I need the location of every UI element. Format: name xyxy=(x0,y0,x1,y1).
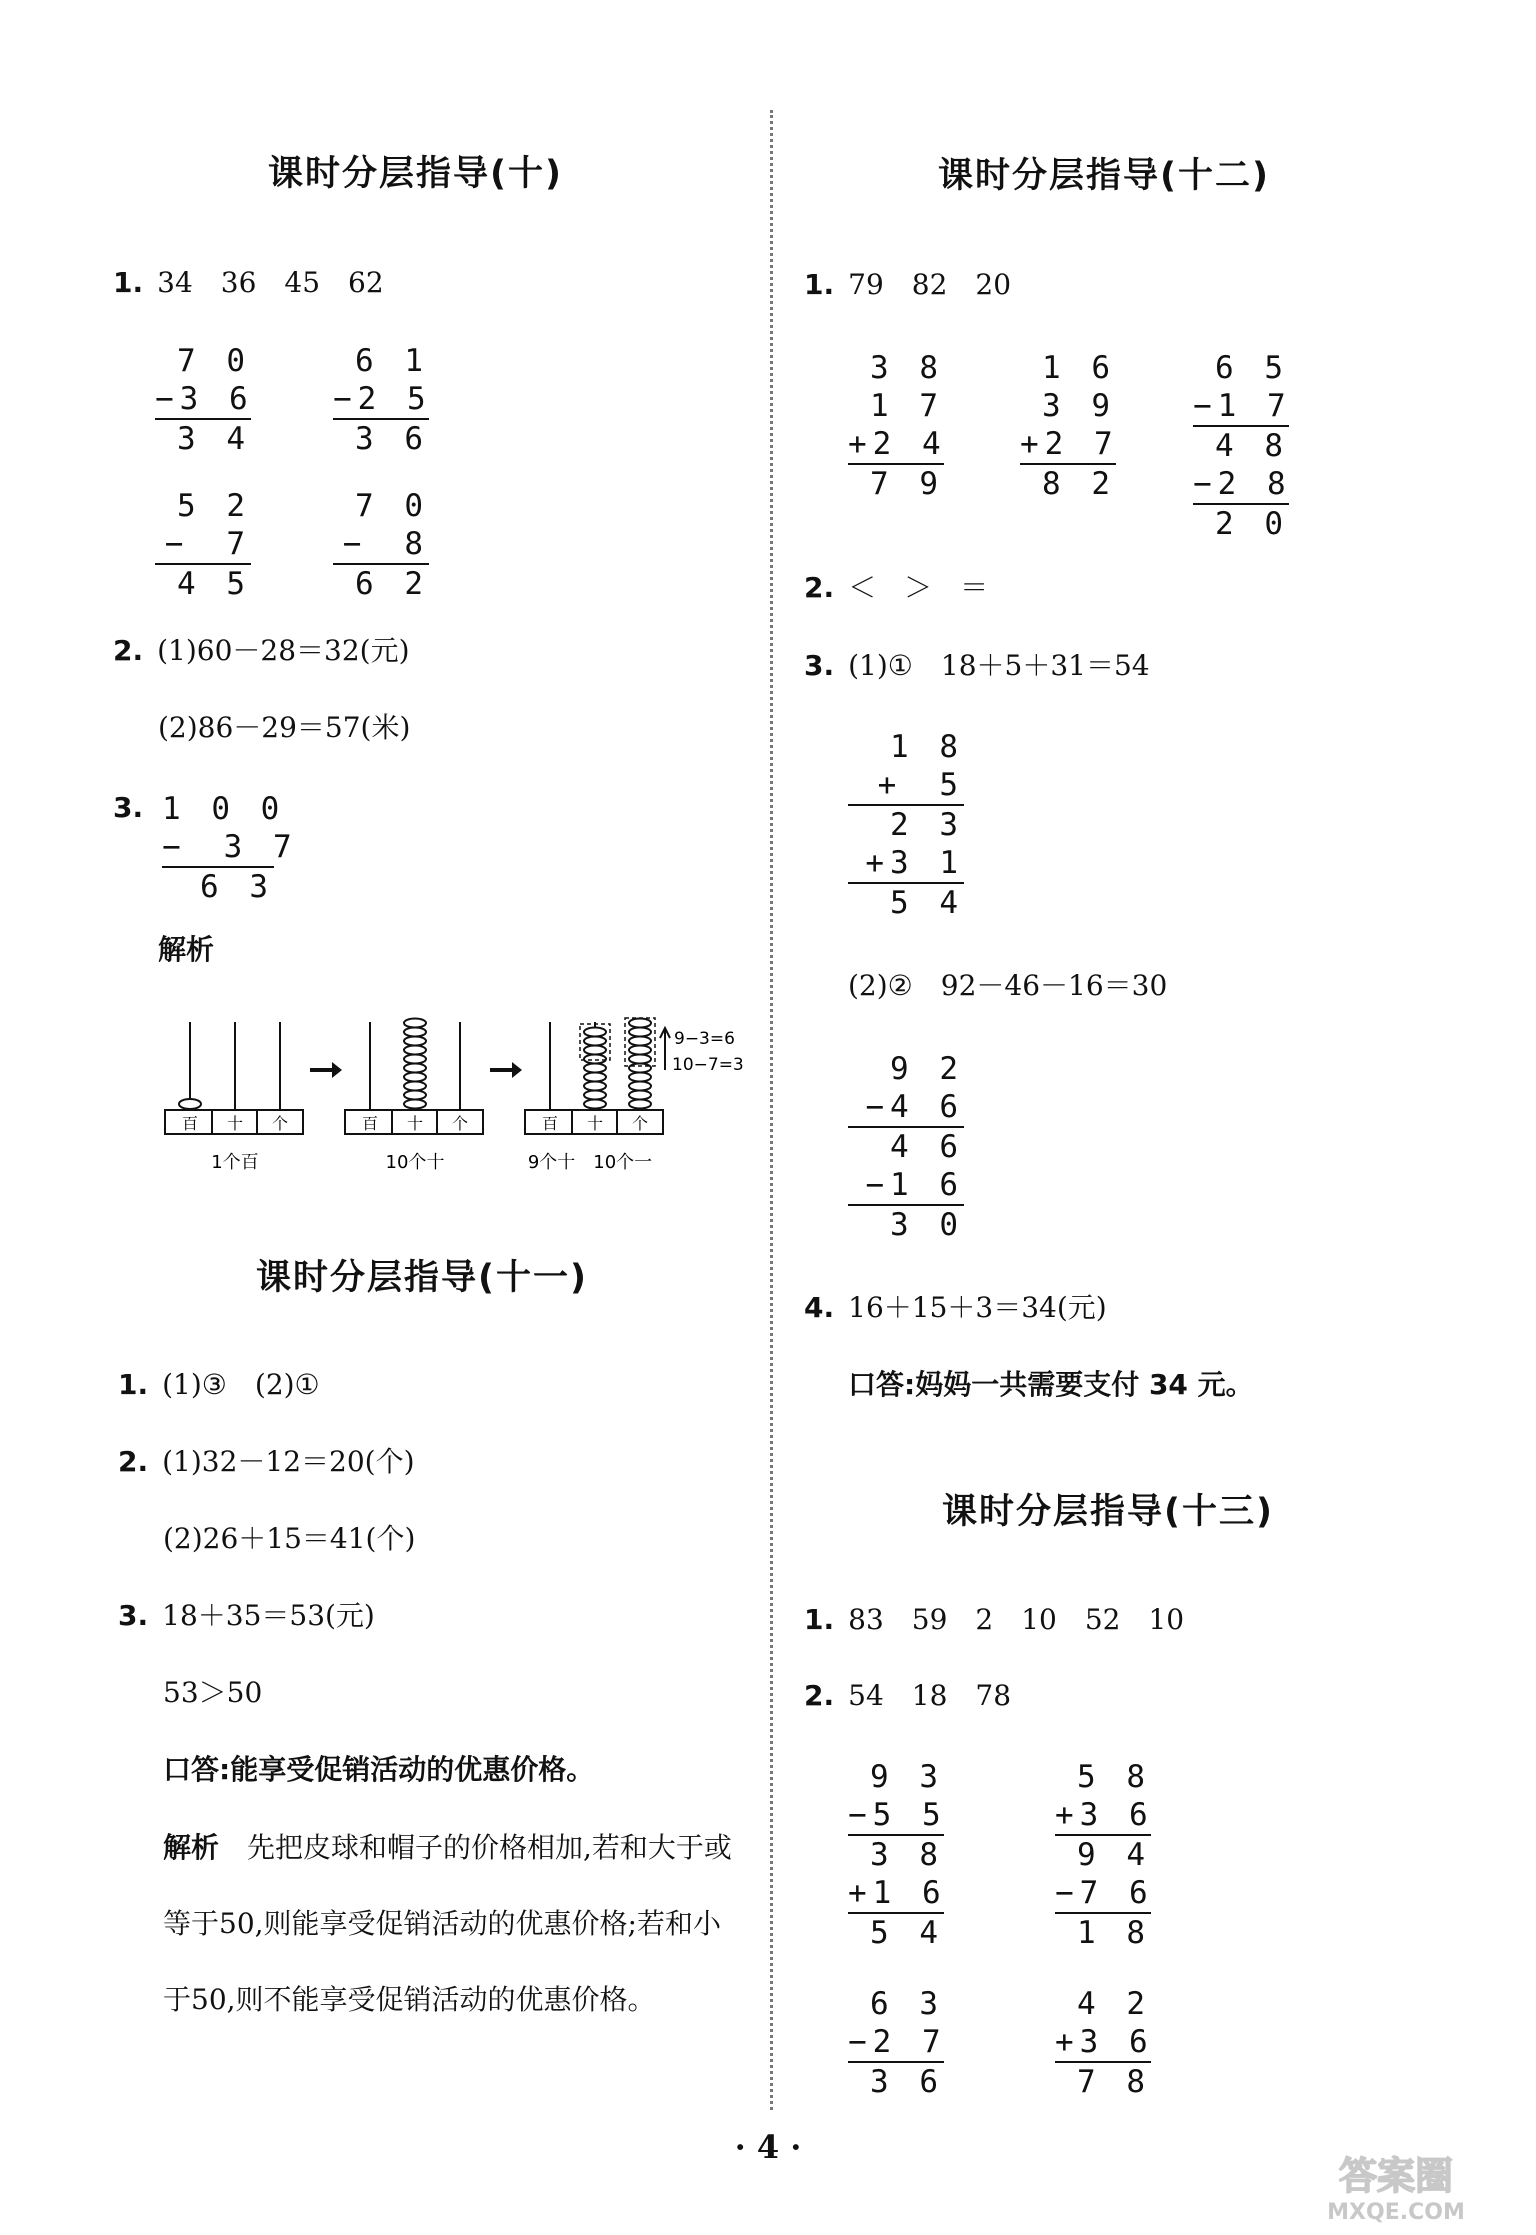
bead xyxy=(404,1064,426,1073)
operand: 3 9 xyxy=(1042,388,1116,424)
q2-values: 54 18 78 xyxy=(848,1679,1012,1712)
result: 3 6 xyxy=(848,2061,944,2101)
place-one: 个 xyxy=(451,1114,469,1133)
result: 3 4 xyxy=(155,418,251,458)
s12-q4 xyxy=(804,1290,1107,1326)
partial-result: 9 4 xyxy=(1055,1834,1151,1874)
operand: 7 0 xyxy=(177,343,251,379)
place-ten: 十 xyxy=(586,1114,604,1133)
s10-q2-part2: (2)86－29＝57(米) xyxy=(158,711,411,744)
s11-q3-part1 xyxy=(118,1598,375,1634)
equation-tens: 10−7=3 xyxy=(672,1055,744,1075)
vertical-calc-92-46-16 xyxy=(848,1050,964,1244)
abacus-caption: 1个百 xyxy=(211,1152,259,1173)
bead-stack xyxy=(629,1019,651,1109)
page-number: · 4 · xyxy=(734,2128,802,2166)
abacus-ten-tens xyxy=(345,1019,483,1174)
question-number: 3. xyxy=(118,1599,149,1632)
column-divider xyxy=(770,110,773,2110)
result: 3 0 xyxy=(848,1204,964,1244)
result: 5 4 xyxy=(848,1912,944,1952)
section-title-13: 课时分层指导(十三) xyxy=(942,1492,1274,1532)
question-number: 2. xyxy=(804,1679,835,1712)
bead xyxy=(404,1073,426,1082)
bead xyxy=(584,1028,606,1037)
operand: +3 6 xyxy=(1055,1797,1154,1833)
s11-q3-analysis xyxy=(163,1810,743,2038)
place-hundred: 百 xyxy=(361,1114,379,1133)
s13-q1 xyxy=(804,1602,1184,1638)
bead xyxy=(584,1073,606,1082)
operand: −2 7 xyxy=(848,2024,947,2060)
equation: (1)60－28＝32(元) xyxy=(157,634,410,667)
bead xyxy=(584,1064,606,1073)
s10-q2-part1 xyxy=(113,633,410,669)
question-number: 3. xyxy=(113,791,144,824)
question-number: 1. xyxy=(804,268,835,301)
operand: 3 8 xyxy=(870,350,944,386)
vertical-calc-38-17-24 xyxy=(848,349,947,503)
vertical-calc-70-8 xyxy=(333,487,429,603)
result: 6 2 xyxy=(333,563,429,603)
s12-q3-part1 xyxy=(804,648,1150,684)
bead xyxy=(584,1091,606,1100)
s10-q1 xyxy=(113,265,384,301)
operand: 9 2 xyxy=(890,1051,964,1087)
abacus-one-hundred xyxy=(165,1022,303,1173)
s12-q2 xyxy=(804,570,988,606)
operand: −1 6 xyxy=(865,1167,964,1203)
bead xyxy=(404,1100,426,1109)
operand: −4 6 xyxy=(865,1089,964,1125)
vertical-calc-18-5-31 xyxy=(848,728,964,922)
s10-q3 xyxy=(113,790,157,826)
result: 7 9 xyxy=(848,463,944,503)
result: 6 3 xyxy=(162,866,274,906)
abacus-nine-tens-ten-ones xyxy=(525,1018,744,1173)
partial-result: 4 8 xyxy=(1193,425,1289,465)
result: 4 5 xyxy=(155,563,251,603)
equation: 18＋35＝53(元) xyxy=(162,1599,375,1632)
equation: (1)① 18＋5＋31＝54 xyxy=(848,649,1150,682)
s11-q3-answer: 口答:能享受促销活动的优惠价格。 xyxy=(163,1753,595,1786)
operand: −1 7 xyxy=(1193,388,1292,424)
bead xyxy=(584,1055,606,1064)
operand: 5 8 xyxy=(1077,1759,1151,1795)
place-hundred: 百 xyxy=(541,1114,559,1133)
operand: +2 7 xyxy=(1020,426,1119,462)
section-title-12: 课时分层指导(十二) xyxy=(938,156,1270,196)
operand: −2 5 xyxy=(333,381,432,417)
section-title-11: 课时分层指导(十一) xyxy=(256,1258,588,1298)
operand: −7 6 xyxy=(1055,1875,1154,1911)
bead-stack xyxy=(404,1019,426,1109)
vertical-calc-42-36 xyxy=(1055,1985,1154,2101)
vertical-calc-65-17-28 xyxy=(1193,349,1292,543)
s11-q2-part2: (2)26＋15＝41(个) xyxy=(163,1522,416,1555)
vertical-calc-63-27 xyxy=(848,1985,947,2101)
arrow-right-icon xyxy=(490,1062,522,1078)
question-number: 3. xyxy=(804,649,835,682)
comparison-signs: ＜ ＞ ＝ xyxy=(848,571,989,604)
operand: 6 5 xyxy=(1215,350,1289,386)
bead xyxy=(629,1028,651,1037)
bead xyxy=(629,1037,651,1046)
operand: − 3 7 xyxy=(162,829,298,865)
operand: 1 7 xyxy=(870,388,944,424)
equation: 16＋15＋3＝34(元) xyxy=(848,1291,1107,1324)
question-number: 2. xyxy=(113,634,144,667)
operand: 1 0 0 xyxy=(162,791,286,827)
analysis-label: 解析 xyxy=(158,933,215,966)
vertical-calc-93-55-16 xyxy=(848,1758,947,1952)
operand: 5 2 xyxy=(177,488,251,524)
place-one: 个 xyxy=(631,1114,649,1133)
operand: 9 3 xyxy=(870,1759,944,1795)
operand: +2 4 xyxy=(848,426,947,462)
question-number: 4. xyxy=(804,1291,835,1324)
bead xyxy=(629,1055,651,1064)
answer-choice: (1)③ (2)① xyxy=(162,1368,320,1401)
operand: −2 8 xyxy=(1193,466,1292,502)
equation: (1)32－12＝20(个) xyxy=(162,1445,415,1478)
place-hundred: 百 xyxy=(181,1114,199,1133)
s12-q4-answer: 口答:妈妈一共需要支付 34 元。 xyxy=(848,1368,1254,1401)
arrow-up-icon xyxy=(660,1028,670,1070)
abacus-caption: 9个十 10个一 xyxy=(527,1152,653,1173)
s11-q3-comparison: 53＞50 xyxy=(163,1676,263,1709)
bead xyxy=(629,1019,651,1028)
operand: +3 1 xyxy=(865,845,964,881)
result: 5 4 xyxy=(848,882,964,922)
equation-ones: 9−3=6 xyxy=(674,1029,735,1049)
bead xyxy=(629,1100,651,1109)
operand: 6 3 xyxy=(870,1986,944,2022)
vertical-calc-100-37 xyxy=(162,790,298,906)
operand: − 8 xyxy=(342,526,429,562)
result: 8 2 xyxy=(1020,463,1116,503)
operand: 4 2 xyxy=(1077,1986,1151,2022)
result: 2 0 xyxy=(1193,503,1289,543)
bead xyxy=(629,1082,651,1091)
result: 1 8 xyxy=(1055,1912,1151,1952)
result: 3 6 xyxy=(333,418,429,458)
q1-values: 79 82 20 xyxy=(848,268,1012,301)
vertical-calc-16-39-27 xyxy=(1020,349,1119,503)
vertical-calc-70-36 xyxy=(155,342,254,458)
s11-q1 xyxy=(118,1367,320,1403)
bead xyxy=(404,1055,426,1064)
vertical-calc-61-25 xyxy=(333,342,432,458)
bead xyxy=(404,1028,426,1037)
bead xyxy=(629,1064,651,1073)
operand: −5 5 xyxy=(848,1797,947,1833)
question-number: 2. xyxy=(804,571,835,604)
q1-values: 83 59 2 10 52 10 xyxy=(848,1603,1185,1636)
bead xyxy=(584,1037,606,1046)
place-one: 个 xyxy=(271,1114,289,1133)
bead xyxy=(404,1046,426,1055)
section-title-10: 课时分层指导(十) xyxy=(268,154,563,194)
bead xyxy=(179,1099,201,1109)
bead xyxy=(584,1046,606,1055)
analysis-text: 先把皮球和帽子的价格相加,若和大于或等于50,则能享受促销活动的优惠价格;若和小于50,则不能享受促销活动的优惠价格。 xyxy=(163,1831,732,2016)
place-ten: 十 xyxy=(406,1114,424,1133)
bead xyxy=(584,1100,606,1109)
abacus-diagram xyxy=(160,1010,760,1180)
operand: 1 6 xyxy=(1042,350,1116,386)
bead xyxy=(404,1091,426,1100)
partial-result: 3 8 xyxy=(848,1834,944,1874)
bead xyxy=(584,1082,606,1091)
operand: − 7 xyxy=(164,526,251,562)
bead-stack xyxy=(584,1028,606,1109)
vertical-calc-58-36-76 xyxy=(1055,1758,1154,1952)
bead xyxy=(404,1037,426,1046)
operand: −3 6 xyxy=(155,381,254,417)
analysis-label: 解析 xyxy=(163,1831,220,1864)
bead xyxy=(404,1019,426,1028)
abacus-caption: 10个十 xyxy=(385,1152,445,1173)
bead xyxy=(404,1082,426,1091)
vertical-calc-52-7 xyxy=(155,487,251,603)
arrow-right-icon xyxy=(310,1062,342,1078)
s12-q1 xyxy=(804,267,1011,303)
s12-q3-part2: (2)② 92－46－16＝30 xyxy=(848,969,1168,1002)
operand: +3 6 xyxy=(1055,2024,1154,2060)
s13-q2 xyxy=(804,1678,1011,1714)
place-ten: 十 xyxy=(226,1114,244,1133)
partial-result: 4 6 xyxy=(848,1126,964,1166)
operand: 1 8 xyxy=(890,729,964,765)
partial-result: 2 3 xyxy=(848,804,964,844)
q1-values: 34 36 45 62 xyxy=(157,266,384,299)
site-watermark-logo xyxy=(1276,2145,1516,2225)
bead xyxy=(629,1046,651,1055)
bead xyxy=(629,1073,651,1082)
question-number: 2. xyxy=(118,1445,149,1478)
bead xyxy=(629,1091,651,1100)
s11-q2-part1 xyxy=(118,1444,415,1480)
operand: +1 6 xyxy=(848,1875,947,1911)
watermark-url: MXQE.COM xyxy=(1327,2200,1465,2225)
question-number: 1. xyxy=(113,266,144,299)
watermark-text: 答案圈 xyxy=(1338,2154,1454,2198)
result: 7 8 xyxy=(1055,2061,1151,2101)
operand: 6 1 xyxy=(355,343,429,379)
question-number: 1. xyxy=(804,1603,835,1636)
question-number: 1. xyxy=(118,1368,149,1401)
operand: + 5 xyxy=(877,767,964,803)
operand: 7 0 xyxy=(355,488,429,524)
